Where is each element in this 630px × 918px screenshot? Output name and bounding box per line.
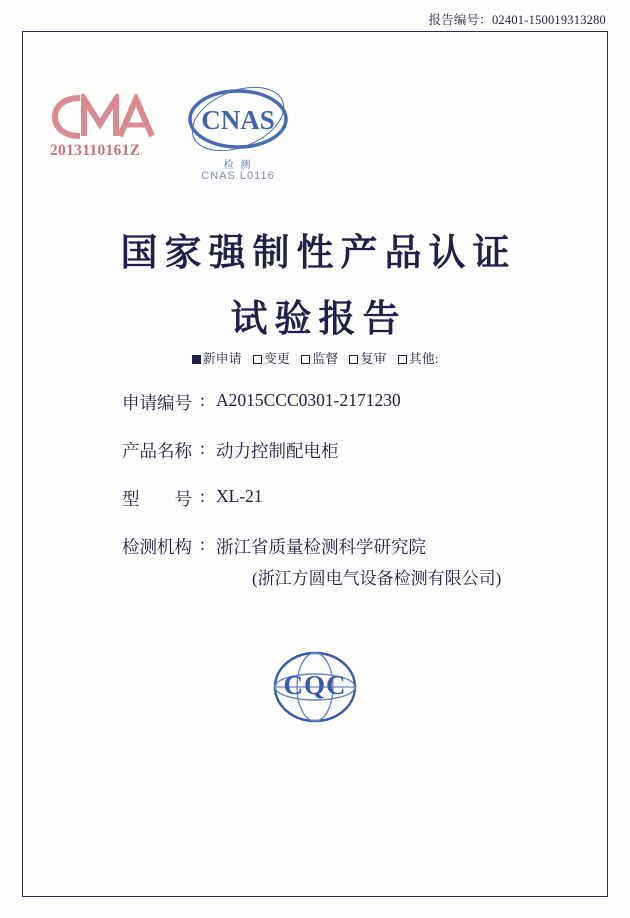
checkbox-icon-change[interactable]	[253, 355, 262, 364]
field-row-model	[0, 486, 630, 534]
page-subtitle: 试验报告	[230, 299, 407, 340]
cma-certificate-number: 2013110161Z	[50, 142, 141, 159]
report-number-label: 报告编号：	[428, 13, 492, 27]
field-label-application-number: 申请编号	[122, 393, 192, 413]
field-label-product-name: 产品名称	[122, 441, 192, 461]
report-number	[428, 10, 606, 28]
checkbox-label-4: 其他:	[408, 351, 439, 366]
field-value-product-name: 动力控制配电柜	[216, 441, 339, 461]
checkbox-option-2[interactable]	[301, 348, 338, 367]
field-colon-3: :	[200, 534, 205, 554]
field-colon-2: :	[200, 486, 205, 506]
checkbox-label-1: 变更	[263, 351, 290, 366]
field-row-application-number	[0, 390, 630, 438]
field-colon-1: :	[200, 438, 205, 458]
checkbox-icon-new-application[interactable]	[192, 355, 201, 364]
field-value-testing-organization-secondary: (浙江方圆电气设备检测有限公司)	[252, 569, 502, 588]
cnas-mark	[178, 84, 298, 189]
cnas-subtitle: 检 测	[223, 160, 253, 171]
checkbox-option-3[interactable]	[349, 348, 386, 367]
field-row-testing-organization	[0, 534, 630, 588]
report-number-value: 02401-150019313280	[491, 13, 606, 27]
cnas-logo-icon	[178, 84, 298, 160]
checkbox-icon-other[interactable]	[398, 355, 407, 364]
field-row-product-name	[0, 438, 630, 486]
field-label-testing-organization: 检测机构	[122, 537, 192, 557]
cnas-accreditation-code: CNAS L0116	[201, 170, 275, 182]
cqc-logo-text: CQC	[283, 670, 347, 700]
cma-logo-icon	[50, 94, 156, 140]
checkbox-label-2: 监督	[312, 351, 339, 366]
cma-mark	[50, 94, 160, 184]
field-label-model: 型 号	[122, 489, 192, 509]
application-type-checkbox-row	[0, 348, 630, 367]
checkbox-option-4[interactable]	[398, 348, 439, 367]
checkbox-option-1[interactable]	[253, 348, 290, 367]
checkbox-icon-review[interactable]	[349, 355, 358, 364]
checkbox-label-0: 新申请	[202, 351, 242, 366]
svg-text:CNAS: CNAS	[201, 105, 275, 135]
field-value-testing-organization: 浙江省质量检测科学研究院	[216, 537, 426, 557]
field-value-application-number: A2015CCC0301-2171230	[216, 390, 401, 410]
checkbox-icon-supervision[interactable]	[301, 355, 310, 364]
field-value-model: XL-21	[216, 486, 263, 506]
field-list	[0, 390, 630, 588]
checkbox-label-3: 复审	[360, 351, 387, 366]
field-colon-0: :	[200, 390, 205, 410]
checkbox-option-0[interactable]	[192, 348, 242, 367]
cqc-mark	[258, 648, 372, 726]
page-title: 国家强制性产品认证	[120, 233, 517, 274]
